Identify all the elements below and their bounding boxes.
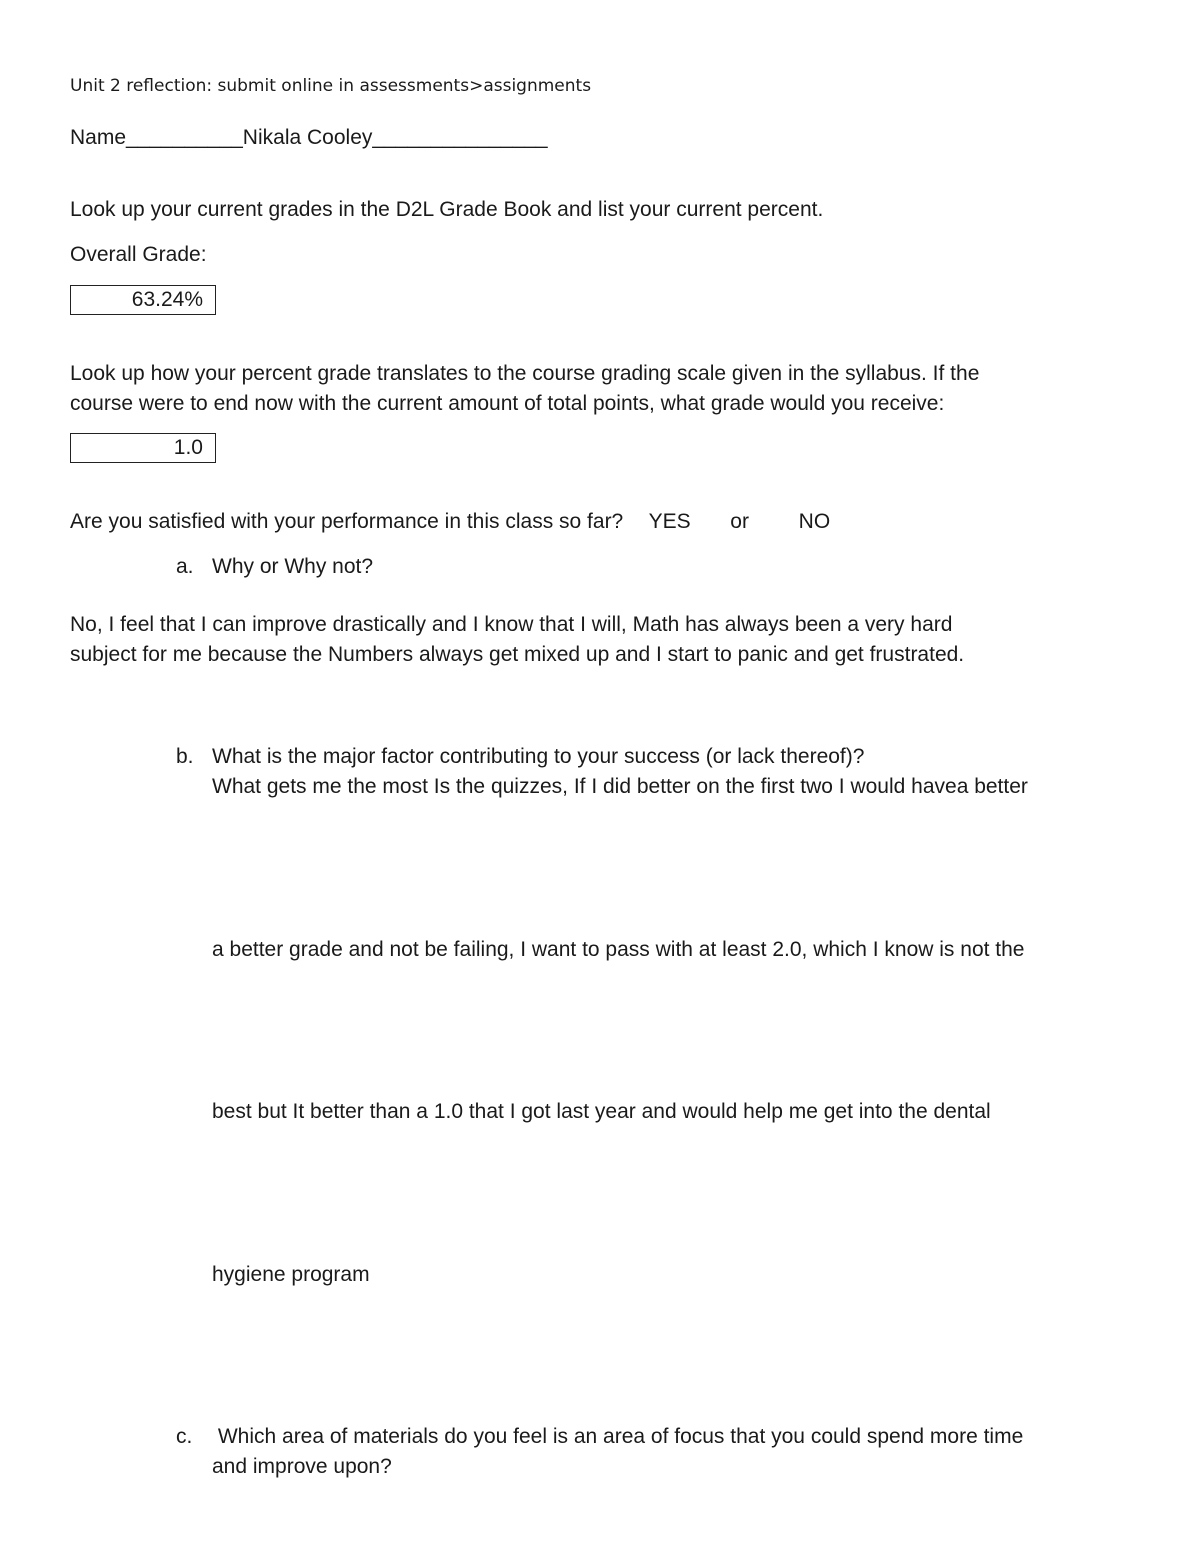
answer-b-line-3: best but It better than a 1.0 that I got last year and would help me get into the dental xyxy=(212,1100,991,1123)
question-b-marker: b. xyxy=(176,745,194,768)
no-option: NO xyxy=(798,510,831,533)
answer-b-line-1: What gets me the most Is the quizzes, If I did better on the first two I would havea better xyxy=(212,775,1028,798)
overall-grade-box: 63.24% xyxy=(70,285,216,315)
question-b xyxy=(176,742,864,772)
question-a-marker: a. xyxy=(176,555,194,578)
course-grade-box: 1.0 xyxy=(70,433,216,463)
name-line: Name__________Nikala Cooley_______________ xyxy=(70,126,548,149)
answer-b-line-4: hygiene program xyxy=(212,1263,370,1286)
question-b-text: What is the major factor contributing to your success (or lack thereof)? xyxy=(212,745,865,768)
question-c-text-line-1: Which area of materials do you feel is an area of focus that you could spend more time xyxy=(212,1425,1024,1448)
question-c-marker: c. xyxy=(176,1425,193,1448)
scale-question-line-2: course were to end now with the current amount of total points, what grade would you receive: xyxy=(70,392,945,415)
question-a-text: Why or Why not? xyxy=(212,555,374,578)
answer-a-line-1: No, I feel that I can improve drastically and I know that I will, Math has always been a very hard xyxy=(70,613,953,636)
answer-b-line-2: a better grade and not be failing, I want to pass with at least 2.0, which I know is not the xyxy=(212,938,1025,961)
question-a xyxy=(176,552,373,582)
answer-a-line-2: subject for me because the Numbers always get mixed up and I start to panic and get frustrated. xyxy=(70,643,965,666)
question-c xyxy=(176,1422,1023,1452)
or-word: or xyxy=(730,510,749,533)
satisfaction-prompt: Are you satisfied with your performance in this class so far? xyxy=(70,510,624,533)
scale-question-line-1: Look up how your percent grade translates to the course grading scale given in the syllabus. If the xyxy=(70,362,980,385)
satisfaction-question xyxy=(70,507,830,537)
question-c-text-line-2: and improve upon? xyxy=(212,1455,392,1478)
grade-question: Look up your current grades in the D2L Grade Book and list your current percent. xyxy=(70,198,824,221)
yes-option: YES xyxy=(648,510,691,533)
page-heading: Unit 2 reflection: submit online in assessments>assignments xyxy=(70,76,592,96)
overall-grade-label: Overall Grade: xyxy=(70,243,207,266)
